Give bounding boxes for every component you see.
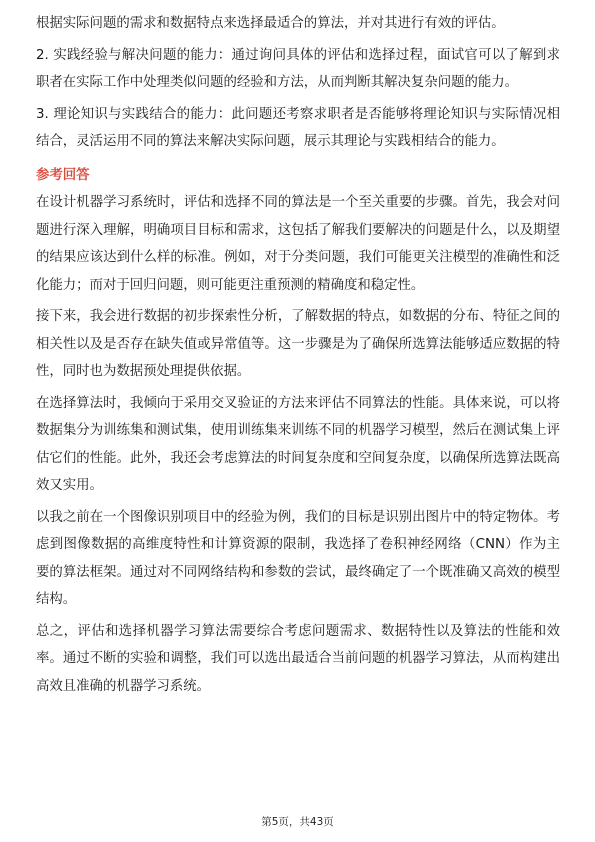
paragraph-point-2: 2. 实践经验与解决问题的能力：通过询问具体的评估和选择过程，面试官可以了解到求职者在实际工作中处理类似问题的经验和方法，从而判断其解决复杂问题的能力。: [36, 47, 560, 90]
document-body: [36, 10, 560, 704]
answer-paragraph-2: 接下来，我会进行数据的初步探索性分析，了解数据的特点，如数据的分布、特征之间的相关性以及是否存在缺失值或异常值等。这一步骤是为了确保所选算法能够适应数据的特性，同时也为数据预处理提供依据。: [36, 309, 560, 379]
paragraph-intro-tail: 根据实际问题的需求和数据特点来选择最适合的算法，并对其进行有效的评估。: [36, 16, 505, 31]
answer-paragraph-1: 在设计机器学习系统时，评估和选择不同的算法是一个至关重要的步骤。首先，我会对问题进行深入理解，明确项目目标和需求，这包括了解我们要解决的问题是什么，以及期望的结果应该达到什么样的标准。例如，对于分类问题，我们可能更关注模型的准确性和泛化能力；而对于回归问题，则可能更注重预测的精确度和稳定性。: [36, 195, 560, 293]
answer-paragraph-4: 以我之前在一个图像识别项目中的经验为例，我们的目标是识别出图片中的特定物体。考虑到图像数据的高维度特性和计算资源的限制，我选择了卷积神经网络（CNN）作为主要的算法框架。通过对不同网络结构和参数的尝试，最终确定了一个既准确又高效的模型结构。: [36, 509, 560, 607]
reference-answer-heading: 参考回答: [36, 167, 90, 183]
answer-paragraph-3: 在选择算法时，我倾向于采用交叉验证的方法来评估不同算法的性能。具体来说，可以将数据集分为训练集和测试集，使用训练集来训练不同的机器学习模型，然后在测试集上评估它们的性能。此外，我还会考虑算法的时间复杂度和空间复杂度，以确保所选算法既高效又实用。: [36, 395, 560, 493]
paragraph-point-3: 3. 理论知识与实践结合的能力：此问题还考察求职者是否能够将理论知识与实际情况相结合，灵活运用不同的算法来解决实际问题，展示其理论与实践相结合的能力。: [36, 106, 560, 149]
page-number-footer: 第5页，共43页: [261, 816, 334, 828]
answer-paragraph-5: 总之，评估和选择机器学习算法需要综合考虑问题需求、数据特性以及算法的性能和效率。通过不断的实验和调整，我们可以选出最适合当前问题的机器学习算法，从而构建出高效且准确的机器学习系统。: [36, 623, 560, 694]
